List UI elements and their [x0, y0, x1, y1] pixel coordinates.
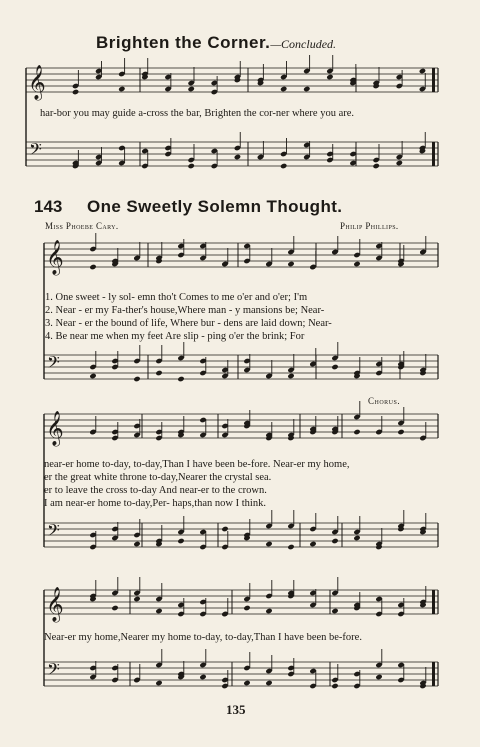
system-1-note — [280, 163, 287, 169]
system-3-note — [265, 541, 272, 547]
system-3-bass-clef: 𝄢 — [47, 520, 60, 544]
system-1-note — [118, 86, 125, 92]
continuation-line-2: er the great white throne to-day,Nearer the crystal sea. — [44, 472, 272, 483]
system-1-note — [187, 86, 194, 92]
system-1-bass-clef: 𝄢 — [29, 139, 42, 163]
system-2-note — [133, 376, 140, 382]
system-1-note — [234, 154, 241, 160]
system-3-treble-clef: 𝄞 — [46, 411, 64, 446]
system-2-note — [287, 261, 294, 267]
system-4-note — [375, 674, 382, 680]
system-3-note — [353, 535, 360, 541]
verse-line-2: 2. Near - er my Fa-ther's house,Where man - y mansions be; Near- — [45, 305, 325, 316]
system-1-treble-clef: 𝄞 — [28, 65, 46, 100]
continued-hymn-suffix: —Concluded. — [270, 37, 337, 51]
system-4-treble-clef: 𝄞 — [46, 587, 64, 622]
system-1-note — [187, 163, 194, 169]
verse-line-3: 3. Near - er the bound of life, Where bur - dens are laid down; Near- — [45, 318, 332, 329]
system-2-bass-clef: 𝄢 — [47, 352, 60, 376]
system-4-note — [331, 608, 338, 614]
system-2-note — [331, 364, 338, 370]
system-1-note — [326, 74, 333, 80]
system-4-note — [111, 605, 118, 611]
final-thick-barline — [432, 590, 435, 614]
verse-line-1: 1. One sweet - ly sol- emn tho't Comes to me o'er and o'er; I'm — [45, 292, 308, 303]
system-3-note — [133, 541, 140, 547]
system-2-note — [89, 264, 96, 270]
final-thick-barline — [432, 662, 435, 686]
system-4-note — [133, 596, 140, 602]
system-3-note — [177, 538, 184, 544]
hymn-number: 143 — [34, 197, 63, 216]
system-2-note — [155, 370, 162, 376]
system-1-note — [280, 86, 287, 92]
chorus-lyric: Near-er my home,Nearer my home to-day, to-day,Than I have been be-fore. — [44, 632, 362, 643]
continued-hymn-title-text: Brighten the Corner. — [96, 33, 271, 52]
system-4-note — [331, 683, 338, 689]
lyricist-credit: Miss Phoebe Cary. — [45, 221, 119, 231]
system-1-note — [396, 160, 403, 166]
system-4-note — [265, 608, 272, 614]
system-2-treble-clef: 𝄞 — [46, 240, 64, 275]
verse-line-4: 4. Be near me when my feet Are slip - ping o'er the brink; For — [45, 331, 305, 342]
chorus-label: Chorus. — [368, 396, 401, 406]
composer-credit: Philip Phillips. — [340, 221, 399, 231]
system-4-note — [243, 680, 250, 686]
system-4-bass-clef: 𝄢 — [47, 659, 60, 683]
system-1-note — [303, 86, 310, 92]
system-4-note — [243, 605, 250, 611]
system-3-note — [287, 544, 294, 550]
system-2-note — [89, 373, 96, 379]
continuation-line-1: near-er home to-day, to-day,Than I have been be-fore. Near-er my home, — [44, 459, 350, 470]
continuation-line-4: I am near-er home to-day,Per- haps,than now I think. — [44, 498, 266, 509]
system-1-note — [72, 89, 79, 95]
continuation-line-3: er to leave the cross to-day And near-er to the crown. — [44, 485, 267, 496]
continued-hymn-title — [96, 33, 336, 53]
hymn-title: One Sweetly Solemn Thought. — [87, 197, 343, 216]
final-thick-barline — [432, 68, 435, 92]
system-3-note — [353, 429, 360, 435]
final-thick-barline — [432, 142, 435, 166]
system-4-note — [155, 608, 162, 614]
system-3-note — [309, 541, 316, 547]
system-4-note — [155, 680, 162, 686]
system-3-note — [331, 538, 338, 544]
continued-hymn-lyric: har-bor you may guide a-cross the bar, Brighten the cor-ner where you are. — [40, 108, 355, 119]
system-4-note — [265, 680, 272, 686]
system-2-note — [177, 376, 184, 382]
page-number: 135 — [226, 702, 246, 717]
system-3-note — [397, 429, 404, 435]
system-2-note — [287, 373, 294, 379]
system-1-note — [372, 163, 379, 169]
system-4-note — [199, 674, 206, 680]
system-2-note — [353, 261, 360, 267]
